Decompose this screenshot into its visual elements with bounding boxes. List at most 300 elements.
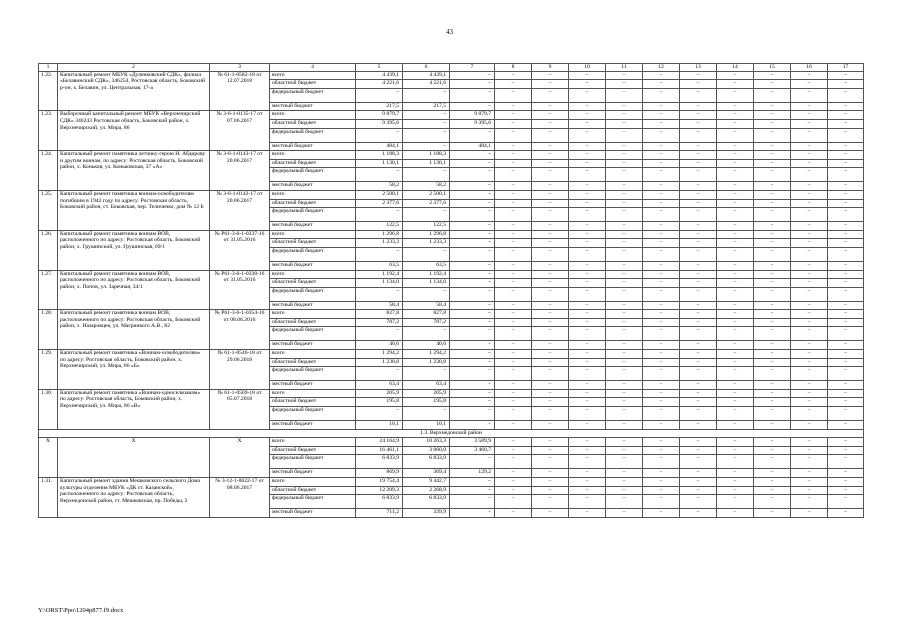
dash-cell: – — [680, 182, 717, 191]
amount-cell: 4 221,6 — [403, 80, 450, 89]
dash-cell: – — [495, 119, 532, 128]
x-mark: Х — [210, 438, 270, 478]
dash-cell: – — [680, 389, 717, 398]
dash-cell: – — [606, 190, 643, 199]
expenditure-table — [38, 63, 864, 518]
dash-cell: – — [569, 486, 606, 495]
dash-cell: – — [532, 111, 569, 120]
dash-cell: – — [606, 88, 643, 102]
dash-cell: – — [754, 446, 791, 455]
dash-cell: – — [828, 239, 864, 248]
dash-cell: – — [643, 222, 680, 231]
dash-cell: – — [828, 128, 864, 142]
dash-cell: – — [532, 398, 569, 407]
dash-cell: – — [791, 199, 828, 208]
dash-cell: – — [791, 208, 828, 222]
dash-cell: – — [643, 495, 680, 509]
amount-cell: 9 395,6 — [450, 119, 495, 128]
budget-type: всего — [270, 190, 356, 199]
dash-cell: – — [791, 247, 828, 261]
dash-cell: – — [791, 239, 828, 248]
item-document: № 3-6-1-0142-17 от 20.06.2017 — [210, 190, 270, 230]
dash-cell: – — [643, 301, 680, 310]
dash-cell: – — [828, 407, 864, 421]
item-document: № Р61-3-6-1-0337-16 от 31.05.2016 — [210, 230, 270, 270]
dash-cell: – — [754, 270, 791, 279]
dash-cell: – — [532, 407, 569, 421]
dash-cell: – — [828, 190, 864, 199]
budget-type: федеральный бюджет — [270, 327, 356, 341]
dash-cell: – — [643, 230, 680, 239]
amount-cell: – — [450, 486, 495, 495]
dash-cell: – — [569, 247, 606, 261]
dash-cell: – — [754, 509, 791, 518]
dash-cell: – — [754, 318, 791, 327]
amount-cell: 1 294,2 — [356, 350, 403, 359]
dash-cell: – — [606, 495, 643, 509]
amount-cell: – — [450, 421, 495, 430]
dash-cell: – — [569, 208, 606, 222]
dash-cell: – — [828, 478, 864, 487]
budget-type: федеральный бюджет — [270, 128, 356, 142]
dash-cell: – — [532, 358, 569, 367]
dash-cell: – — [791, 350, 828, 359]
dash-cell: – — [569, 310, 606, 319]
dash-cell: – — [680, 261, 717, 270]
amount-cell: 827,8 — [356, 310, 403, 319]
dash-cell: – — [791, 301, 828, 310]
dash-cell: – — [791, 310, 828, 319]
dash-cell: – — [606, 128, 643, 142]
dash-cell: – — [717, 222, 754, 231]
dash-cell: – — [680, 438, 717, 447]
dash-cell: – — [754, 287, 791, 301]
dash-cell: – — [680, 495, 717, 509]
amount-cell: – — [450, 208, 495, 222]
amount-cell: 1 192,4 — [356, 270, 403, 279]
dash-cell: – — [754, 230, 791, 239]
dash-cell: – — [495, 318, 532, 327]
amount-cell: 339,9 — [403, 509, 450, 518]
dash-cell: – — [532, 287, 569, 301]
dash-cell: – — [569, 80, 606, 89]
dash-cell: – — [569, 421, 606, 430]
budget-type: всего — [270, 310, 356, 319]
amount-cell: 1 296,8 — [403, 230, 450, 239]
dash-cell: – — [717, 182, 754, 191]
budget-type: федеральный бюджет — [270, 407, 356, 421]
amount-cell: – — [450, 455, 495, 469]
dash-cell: – — [828, 279, 864, 288]
amount-cell: 58,2 — [356, 182, 403, 191]
column-number: 15 — [754, 64, 791, 72]
item-document: № 61-1-0569-18 от 05.07.2018 — [210, 389, 270, 429]
dash-cell: – — [828, 421, 864, 430]
dash-cell: – — [754, 279, 791, 288]
dash-cell: – — [495, 142, 532, 151]
budget-type: местный бюджет — [270, 182, 356, 191]
file-path-footer: Y:\ORST\Ppo\1204p877.f9.docx — [38, 607, 124, 614]
dash-cell: – — [828, 151, 864, 160]
amount-cell: – — [450, 199, 495, 208]
dash-cell: – — [643, 88, 680, 102]
amount-cell: 24 164,9 — [356, 438, 403, 447]
dash-cell: – — [532, 301, 569, 310]
amount-cell: – — [356, 208, 403, 222]
dash-cell: – — [532, 119, 569, 128]
amount-cell: – — [450, 389, 495, 398]
amount-cell: 122,5 — [403, 222, 450, 231]
dash-cell: – — [643, 247, 680, 261]
dash-cell: – — [606, 230, 643, 239]
amount-cell: – — [403, 247, 450, 261]
item-number: 1.27. — [39, 270, 58, 310]
dash-cell: – — [791, 142, 828, 151]
amount-cell: 9 442,7 — [403, 478, 450, 487]
dash-cell: – — [754, 190, 791, 199]
column-number: 1 — [39, 64, 58, 72]
amount-cell: 1 188,3 — [356, 151, 403, 160]
dash-cell: – — [680, 102, 717, 111]
dash-cell: – — [680, 128, 717, 142]
dash-cell: – — [717, 469, 754, 478]
dash-cell: – — [791, 495, 828, 509]
section-title: 1.3. Верхнедонской район — [39, 429, 864, 438]
amount-cell: 4 439,1 — [356, 71, 403, 80]
dash-cell: – — [791, 367, 828, 381]
dash-cell: – — [606, 182, 643, 191]
amount-cell: 3 060,0 — [403, 446, 450, 455]
dash-cell: – — [791, 381, 828, 390]
amount-cell: 787,2 — [356, 318, 403, 327]
dash-cell: – — [828, 142, 864, 151]
dash-cell: – — [717, 455, 754, 469]
item-number: 1.30. — [39, 389, 58, 429]
budget-type: всего — [270, 111, 356, 120]
dash-cell: – — [569, 478, 606, 487]
item-document: № 3-12-1-0022-17 от 08.06.2017 — [210, 478, 270, 518]
dash-cell: – — [495, 438, 532, 447]
item-name: Капитальный ремонт памятника воинам ВОВ, расположенного по адресу: Ростовская область, Боковский район, х. Назаровцев, ул. Магринкого А.В., 82 — [58, 310, 210, 350]
budget-type: всего — [270, 389, 356, 398]
dash-cell: – — [791, 88, 828, 102]
dash-cell: – — [828, 80, 864, 89]
dash-cell: – — [606, 407, 643, 421]
dash-cell: – — [643, 151, 680, 160]
dash-cell: – — [828, 230, 864, 239]
amount-cell: 2 268,9 — [403, 486, 450, 495]
dash-cell: – — [532, 446, 569, 455]
dash-cell: – — [754, 168, 791, 182]
dash-cell: – — [680, 151, 717, 160]
amount-cell: 6 833,9 — [356, 495, 403, 509]
amount-cell: – — [450, 168, 495, 182]
budget-type: местный бюджет — [270, 469, 356, 478]
amount-cell: – — [450, 318, 495, 327]
dash-cell: – — [643, 350, 680, 359]
dash-cell: – — [643, 80, 680, 89]
dash-cell: – — [643, 128, 680, 142]
amount-cell: 3 589,9 — [450, 438, 495, 447]
dash-cell: – — [532, 261, 569, 270]
amount-cell: – — [356, 367, 403, 381]
dash-cell: – — [717, 159, 754, 168]
budget-type: всего — [270, 230, 356, 239]
table-row — [39, 310, 864, 319]
amount-cell: – — [450, 247, 495, 261]
dash-cell: – — [791, 455, 828, 469]
dash-cell: – — [828, 261, 864, 270]
dash-cell: – — [569, 279, 606, 288]
dash-cell: – — [828, 350, 864, 359]
budget-type: областной бюджет — [270, 279, 356, 288]
dash-cell: – — [680, 446, 717, 455]
dash-cell: – — [569, 159, 606, 168]
dash-cell: – — [532, 350, 569, 359]
dash-cell: – — [495, 159, 532, 168]
dash-cell: – — [680, 327, 717, 341]
amount-cell: 1 134,0 — [356, 279, 403, 288]
dash-cell: – — [754, 159, 791, 168]
dash-cell: – — [643, 279, 680, 288]
dash-cell: – — [791, 318, 828, 327]
dash-cell: – — [643, 111, 680, 120]
amount-cell: 1 130,1 — [356, 159, 403, 168]
budget-type: федеральный бюджет — [270, 168, 356, 182]
amount-cell: – — [403, 287, 450, 301]
dash-cell: – — [680, 469, 717, 478]
dash-cell: – — [643, 486, 680, 495]
dash-cell: – — [791, 222, 828, 231]
item-number: 1.26. — [39, 230, 58, 270]
dash-cell: – — [495, 350, 532, 359]
amount-cell: – — [403, 128, 450, 142]
dash-cell: – — [532, 438, 569, 447]
amount-cell: 4 221,6 — [356, 80, 403, 89]
amount-cell: 6 833,9 — [356, 455, 403, 469]
dash-cell: – — [717, 142, 754, 151]
dash-cell: – — [643, 102, 680, 111]
dash-cell: – — [754, 341, 791, 350]
column-number: 7 — [450, 64, 495, 72]
dash-cell: – — [717, 358, 754, 367]
dash-cell: – — [532, 509, 569, 518]
budget-type: областной бюджет — [270, 80, 356, 89]
amount-cell: – — [450, 509, 495, 518]
amount-cell: – — [403, 111, 450, 120]
amount-cell: – — [403, 367, 450, 381]
x-mark: Х — [58, 438, 210, 478]
dash-cell: – — [606, 208, 643, 222]
dash-cell: – — [717, 381, 754, 390]
dash-cell: – — [495, 301, 532, 310]
dash-cell: – — [532, 199, 569, 208]
dash-cell: – — [754, 208, 791, 222]
budget-type: федеральный бюджет — [270, 495, 356, 509]
amount-cell: 217,5 — [356, 102, 403, 111]
dash-cell: – — [643, 509, 680, 518]
dash-cell: – — [643, 261, 680, 270]
amount-cell: 787,2 — [403, 318, 450, 327]
dash-cell: – — [643, 407, 680, 421]
dash-cell: – — [680, 358, 717, 367]
amount-cell: 122,5 — [356, 222, 403, 231]
dash-cell: – — [791, 438, 828, 447]
amount-cell: – — [450, 495, 495, 509]
item-number: 1.24. — [39, 151, 58, 191]
dash-cell: – — [606, 327, 643, 341]
dash-cell: – — [717, 199, 754, 208]
dash-cell: – — [643, 341, 680, 350]
dash-cell: – — [754, 350, 791, 359]
amount-cell: – — [356, 287, 403, 301]
dash-cell: – — [680, 398, 717, 407]
item-number: 1.22. — [39, 71, 58, 111]
amount-cell: – — [450, 190, 495, 199]
dash-cell: – — [643, 168, 680, 182]
dash-cell: – — [754, 88, 791, 102]
dash-cell: – — [717, 168, 754, 182]
dash-cell: – — [754, 398, 791, 407]
dash-cell: – — [532, 71, 569, 80]
amount-cell: – — [450, 301, 495, 310]
budget-type: федеральный бюджет — [270, 247, 356, 261]
dash-cell: – — [606, 318, 643, 327]
dash-cell: – — [791, 128, 828, 142]
dash-cell: – — [495, 310, 532, 319]
amount-cell: – — [403, 88, 450, 102]
dash-cell: – — [828, 287, 864, 301]
amount-cell: 1 233,3 — [356, 239, 403, 248]
dash-cell: – — [791, 102, 828, 111]
column-number: 12 — [643, 64, 680, 72]
amount-cell: 369,4 — [403, 469, 450, 478]
dash-cell: – — [828, 455, 864, 469]
dash-cell: – — [495, 168, 532, 182]
amount-cell: 217,5 — [403, 102, 450, 111]
column-number: 5 — [356, 64, 403, 72]
dash-cell: – — [717, 128, 754, 142]
amount-cell: 484,1 — [356, 142, 403, 151]
dash-cell: – — [495, 478, 532, 487]
dash-cell: – — [643, 190, 680, 199]
dash-cell: – — [643, 287, 680, 301]
dash-cell: – — [754, 151, 791, 160]
amount-cell: 1 134,0 — [403, 279, 450, 288]
column-number: 17 — [828, 64, 864, 72]
dash-cell: – — [569, 168, 606, 182]
amount-cell: – — [450, 222, 495, 231]
amount-cell: 1 230,8 — [403, 358, 450, 367]
dash-cell: – — [754, 199, 791, 208]
dash-cell: – — [569, 407, 606, 421]
budget-type: федеральный бюджет — [270, 287, 356, 301]
dash-cell: – — [680, 381, 717, 390]
dash-cell: – — [495, 261, 532, 270]
amount-cell: – — [450, 270, 495, 279]
budget-type: местный бюджет — [270, 222, 356, 231]
dash-cell: – — [569, 111, 606, 120]
item-name: Капитальный ремонт памятника летчику-герою Н. Абдирову и другим воинам, по адресу: Ростовская область, Боковский район, х. Коньков, ул. Коньковская, 37 «А» — [58, 151, 210, 191]
dash-cell: – — [791, 327, 828, 341]
dash-cell: – — [569, 318, 606, 327]
dash-cell: – — [717, 71, 754, 80]
dash-cell: – — [532, 168, 569, 182]
amount-cell: 6 833,9 — [403, 495, 450, 509]
dash-cell: – — [828, 71, 864, 80]
section-row — [39, 429, 864, 438]
amount-cell: – — [356, 327, 403, 341]
dash-cell: – — [643, 446, 680, 455]
dash-cell: – — [828, 208, 864, 222]
dash-cell: – — [717, 421, 754, 430]
amount-cell: 869,9 — [356, 469, 403, 478]
dash-cell: – — [680, 230, 717, 239]
dash-cell: – — [754, 381, 791, 390]
amount-cell: – — [403, 327, 450, 341]
dash-cell: – — [606, 381, 643, 390]
budget-type: местный бюджет — [270, 509, 356, 518]
dash-cell: – — [532, 421, 569, 430]
dash-cell: – — [532, 222, 569, 231]
amount-cell: 2 377,6 — [403, 199, 450, 208]
amount-cell: – — [356, 247, 403, 261]
dash-cell: – — [791, 182, 828, 191]
amount-cell: 63,5 — [403, 261, 450, 270]
dash-cell: – — [606, 222, 643, 231]
item-name: Капитальный ремонт памятника воинам-освободителям погибшим в 1942 году по адресу: Ростовская область, Боковский район, ст. Боковская, пер. Теличенко, дом № 12 Б — [58, 190, 210, 230]
dash-cell: – — [754, 119, 791, 128]
dash-cell: – — [828, 486, 864, 495]
page-number: 43 — [446, 28, 453, 36]
dash-cell: – — [495, 182, 532, 191]
dash-cell: – — [754, 358, 791, 367]
item-document: № Р61-3-6-1-0354-16 от 08.06.2016 — [210, 310, 270, 350]
item-name: Капитальный ремонт памятника «Воинам-односельчанам» по адресу: Ростовская область, Боковский район, х. Верхнечирский, ул. Мира, 86 «В» — [58, 389, 210, 429]
dash-cell: – — [532, 327, 569, 341]
dash-cell: – — [606, 119, 643, 128]
item-name: Капитальный ремонт здания Мешковского сельского Дома культуры отделения МБУК «ДК ст. Казанской», расположенного по адресу: Ростовская область, Верхнедонской район, ст. Мешковская, пр. Победы, 2 — [58, 478, 210, 518]
dash-cell: – — [680, 239, 717, 248]
dash-cell: – — [828, 381, 864, 390]
amount-cell: 1 294,2 — [403, 350, 450, 359]
dash-cell: – — [680, 486, 717, 495]
amount-cell: – — [450, 230, 495, 239]
dash-cell: – — [717, 438, 754, 447]
dash-cell: – — [495, 446, 532, 455]
dash-cell: – — [754, 407, 791, 421]
dash-cell: – — [606, 341, 643, 350]
table-row — [39, 350, 864, 359]
dash-cell: – — [569, 469, 606, 478]
dash-cell: – — [643, 421, 680, 430]
dash-cell: – — [532, 151, 569, 160]
dash-cell: – — [495, 279, 532, 288]
item-number: 1.23. — [39, 111, 58, 151]
dash-cell: – — [643, 208, 680, 222]
dash-cell: – — [754, 222, 791, 231]
amount-cell: – — [356, 407, 403, 421]
dash-cell: – — [680, 287, 717, 301]
dash-cell: – — [754, 102, 791, 111]
column-number: 14 — [717, 64, 754, 72]
amount-cell: – — [450, 102, 495, 111]
dash-cell: – — [791, 270, 828, 279]
amount-cell: – — [450, 350, 495, 359]
dash-cell: – — [717, 230, 754, 239]
amount-cell: 195,8 — [403, 398, 450, 407]
dash-cell: – — [791, 261, 828, 270]
